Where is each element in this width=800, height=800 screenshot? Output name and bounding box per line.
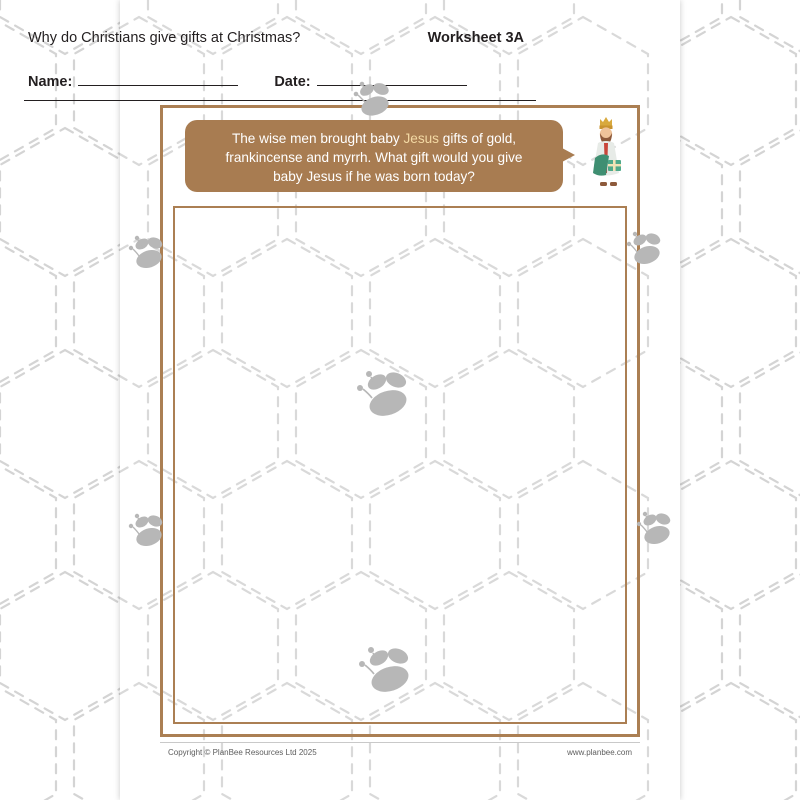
page-title: Why do Christians give gifts at Christmas? xyxy=(28,30,301,46)
bee-icon xyxy=(348,78,400,124)
bubble-line-1-post: gifts of gold, xyxy=(438,131,517,146)
bee-icon xyxy=(350,366,422,426)
date-label: Date: xyxy=(274,74,311,90)
worksheet-number: Worksheet 3A xyxy=(427,30,524,46)
instruction-speech-bubble xyxy=(185,120,563,192)
footer xyxy=(168,748,632,757)
bubble-line-2: frankincense and myrrh. What gift would you give xyxy=(225,150,523,165)
worksheet-header xyxy=(28,30,532,46)
bubble-highlight-word: Jesus xyxy=(403,131,439,146)
bubble-line-1-pre: The wise men brought baby xyxy=(231,131,404,146)
bee-icon xyxy=(632,508,680,552)
website-link[interactable]: www.planbee.com xyxy=(567,748,632,757)
bubble-line-3: baby Jesus if he was born today? xyxy=(273,169,475,184)
name-date-row xyxy=(28,74,532,96)
header-divider xyxy=(24,100,536,101)
bee-icon xyxy=(622,228,670,272)
name-label: Name: xyxy=(28,74,73,90)
bee-icon xyxy=(352,642,424,702)
name-input-line[interactable] xyxy=(78,84,238,86)
wise-man-illustration xyxy=(588,112,630,190)
footer-divider xyxy=(160,742,640,743)
bee-icon xyxy=(124,232,172,276)
copyright-text: Copyright © PlanBee Resources Ltd 2025 xyxy=(168,748,317,757)
bee-icon xyxy=(124,510,172,554)
speech-bubble-tail xyxy=(562,148,575,162)
